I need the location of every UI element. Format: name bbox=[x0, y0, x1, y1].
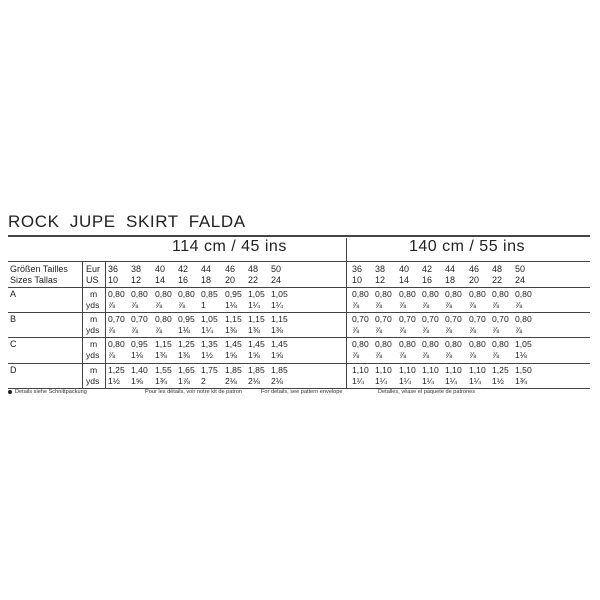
yards-cell: ⅞ bbox=[492, 325, 500, 335]
note-de: Details siehe Schnittpackung bbox=[8, 389, 87, 395]
meters-cell: 1,85 bbox=[271, 365, 288, 375]
eur-size-cell: 42 bbox=[422, 264, 433, 274]
values-column-divider bbox=[105, 261, 106, 388]
yards-cell: 1⅜ bbox=[271, 325, 283, 335]
us-size-cell: 10 bbox=[352, 275, 363, 285]
view-label: D bbox=[10, 365, 17, 375]
eur-label: Eur bbox=[86, 264, 101, 274]
yards-cell: ⅞ bbox=[469, 325, 477, 335]
us-label: US bbox=[86, 275, 99, 285]
us-size-cell: 14 bbox=[399, 275, 410, 285]
yards-cell: ⅞ bbox=[178, 300, 186, 310]
eur-size-cell: 50 bbox=[271, 264, 282, 274]
yards-cell: ⅞ bbox=[352, 300, 360, 310]
meters-cell: 1,05 bbox=[248, 289, 265, 299]
us-size-cell: 12 bbox=[131, 275, 142, 285]
view-label: A bbox=[10, 289, 17, 299]
us-size-cell: 14 bbox=[155, 275, 166, 285]
yards-cell: ⅞ bbox=[422, 325, 430, 335]
meters-cell: 1,50 bbox=[515, 365, 532, 375]
yards-cell: 1¼ bbox=[352, 376, 364, 386]
yards-cell: 1¼ bbox=[201, 325, 213, 335]
row-rule bbox=[8, 312, 590, 313]
meters-cell: 1,35 bbox=[201, 339, 218, 349]
meters-cell: 0,80 bbox=[178, 289, 195, 299]
yards-cell: ⅞ bbox=[515, 325, 523, 335]
us-size-cell: 22 bbox=[248, 275, 259, 285]
meters-cell: 0,80 bbox=[131, 289, 148, 299]
meters-cell: 0,80 bbox=[155, 289, 172, 299]
meters-cell: 1,10 bbox=[469, 365, 486, 375]
note-fr: Pour les détails, voir notre kit de patron bbox=[145, 389, 243, 395]
eur-size-cell: 48 bbox=[492, 264, 503, 274]
yards-cell: 1⅝ bbox=[271, 350, 283, 360]
meters-cell: 0,80 bbox=[352, 289, 369, 299]
row-rule bbox=[8, 363, 590, 364]
meters-cell: 1,85 bbox=[225, 365, 242, 375]
yards-cell: 1½ bbox=[201, 350, 213, 360]
yards-cell: ⅞ bbox=[515, 300, 523, 310]
yards-cell: 1¾ bbox=[155, 376, 167, 386]
yards-cell: 1½ bbox=[108, 376, 120, 386]
note-es: Detalles, véase el paquete de patrones bbox=[378, 389, 476, 395]
eur-size-cell: 44 bbox=[201, 264, 212, 274]
meters-cell: 1,65 bbox=[178, 365, 195, 375]
meters-cell: 1,15 bbox=[155, 339, 172, 349]
meters-cell: 1,25 bbox=[492, 365, 509, 375]
meters-cell: 0,70 bbox=[131, 314, 148, 324]
meters-cell: 1,55 bbox=[155, 365, 172, 375]
us-size-cell: 18 bbox=[201, 275, 212, 285]
meters-cell: 0,70 bbox=[352, 314, 369, 324]
meters-cell: 1,15 bbox=[271, 314, 288, 324]
yards-cell: 1⅜ bbox=[155, 350, 167, 360]
eur-size-cell: 40 bbox=[155, 264, 166, 274]
meters-cell: 0,70 bbox=[375, 314, 392, 324]
unit-m-label: m bbox=[90, 365, 98, 375]
chart-title: ROCK JUPE SKIRT FALDA bbox=[8, 212, 246, 231]
meters-cell: 1,15 bbox=[225, 314, 242, 324]
yards-cell: 1¼ bbox=[445, 376, 457, 386]
yards-cell: ⅞ bbox=[445, 350, 453, 360]
meters-cell: 0,80 bbox=[445, 289, 462, 299]
yards-cell: ⅞ bbox=[399, 325, 407, 335]
meters-cell: 1,15 bbox=[248, 314, 265, 324]
unit-m-label: m bbox=[90, 314, 98, 324]
meters-cell: 0,80 bbox=[108, 289, 125, 299]
meters-cell: 0,80 bbox=[375, 289, 392, 299]
yards-cell: ⅞ bbox=[445, 325, 453, 335]
meters-cell: 0,70 bbox=[422, 314, 439, 324]
meters-cell: 0,80 bbox=[469, 339, 486, 349]
meters-cell: 0,95 bbox=[131, 339, 148, 349]
meters-cell: 0,80 bbox=[422, 339, 439, 349]
us-size-cell: 16 bbox=[422, 275, 433, 285]
meters-cell: 1,10 bbox=[375, 365, 392, 375]
yards-cell: ⅞ bbox=[399, 300, 407, 310]
yards-cell: 2⅛ bbox=[248, 376, 260, 386]
eur-size-cell: 46 bbox=[225, 264, 236, 274]
meters-cell: 1,75 bbox=[201, 365, 218, 375]
meters-cell: 1,45 bbox=[271, 339, 288, 349]
meters-cell: 0,70 bbox=[492, 314, 509, 324]
us-size-cell: 20 bbox=[225, 275, 236, 285]
meters-cell: 0,70 bbox=[399, 314, 416, 324]
yards-cell: ⅞ bbox=[445, 300, 453, 310]
yards-cell: 1⅛ bbox=[178, 325, 190, 335]
yards-cell: 1⅜ bbox=[178, 350, 190, 360]
yards-cell: ⅞ bbox=[352, 350, 360, 360]
meters-cell: 0,80 bbox=[399, 289, 416, 299]
meters-cell: 1,25 bbox=[108, 365, 125, 375]
yards-cell: ⅞ bbox=[155, 325, 163, 335]
fabric-width-140-header: 140 cm / 55 ins bbox=[409, 238, 525, 255]
meters-cell: 0,70 bbox=[469, 314, 486, 324]
meters-cell: 1,05 bbox=[201, 314, 218, 324]
meters-cell: 0,80 bbox=[492, 289, 509, 299]
meters-cell: 1,25 bbox=[178, 339, 195, 349]
bullet-icon bbox=[8, 390, 12, 394]
width-divider bbox=[346, 238, 347, 388]
yards-cell: 1⅜ bbox=[248, 325, 260, 335]
row-rule bbox=[8, 337, 590, 338]
eur-size-cell: 38 bbox=[375, 264, 386, 274]
unit-yds-label: yds bbox=[86, 350, 100, 360]
meters-cell: 1,10 bbox=[352, 365, 369, 375]
meters-cell: 1,05 bbox=[271, 289, 288, 299]
yards-cell: 1¼ bbox=[399, 376, 411, 386]
us-size-cell: 24 bbox=[271, 275, 282, 285]
eur-size-cell: 44 bbox=[445, 264, 456, 274]
row-rule bbox=[8, 287, 590, 288]
unit-m-label: m bbox=[90, 289, 98, 299]
unit-m-label: m bbox=[90, 339, 98, 349]
fabric-width-114-header: 114 cm / 45 ins bbox=[172, 238, 287, 255]
yards-cell: ⅞ bbox=[131, 325, 139, 335]
yards-cell: 1⅝ bbox=[248, 350, 260, 360]
yards-cell: 1¼ bbox=[422, 376, 434, 386]
meters-cell: 1,45 bbox=[225, 339, 242, 349]
yards-cell: 1¼ bbox=[469, 376, 481, 386]
meters-cell: 0,80 bbox=[422, 289, 439, 299]
yards-cell: 1¼ bbox=[375, 376, 387, 386]
meters-cell: 0,70 bbox=[108, 314, 125, 324]
size-label-en-es: Sizes Tallas bbox=[10, 275, 58, 285]
yards-cell: ⅞ bbox=[108, 350, 116, 360]
view-label: C bbox=[10, 339, 17, 349]
meters-cell: 0,70 bbox=[445, 314, 462, 324]
header-rule bbox=[8, 261, 590, 262]
eur-size-cell: 38 bbox=[131, 264, 142, 274]
meters-cell: 0,80 bbox=[469, 289, 486, 299]
yards-cell: ⅞ bbox=[399, 350, 407, 360]
meters-cell: 1,85 bbox=[248, 365, 265, 375]
meters-cell: 0,80 bbox=[492, 339, 509, 349]
meters-cell: 0,85 bbox=[201, 289, 218, 299]
meters-cell: 0,80 bbox=[445, 339, 462, 349]
yards-cell: 1¼ bbox=[271, 300, 283, 310]
meters-cell: 0,80 bbox=[399, 339, 416, 349]
yards-cell: ⅞ bbox=[108, 325, 116, 335]
note-en: For details, see pattern envelope bbox=[261, 389, 343, 395]
unit-yds-label: yds bbox=[86, 300, 100, 310]
yards-cell: 1⅛ bbox=[225, 300, 237, 310]
yards-cell: ⅞ bbox=[375, 300, 383, 310]
meters-cell: 1,05 bbox=[515, 339, 532, 349]
yards-cell: 1⅝ bbox=[225, 350, 237, 360]
yards-cell: ⅞ bbox=[155, 300, 163, 310]
us-size-cell: 10 bbox=[108, 275, 119, 285]
yards-cell: ⅞ bbox=[375, 325, 383, 335]
unit-column-divider bbox=[82, 261, 83, 388]
yards-cell: 2 bbox=[201, 376, 206, 386]
meters-cell: 1,10 bbox=[422, 365, 439, 375]
yards-cell: ⅞ bbox=[108, 300, 116, 310]
us-size-cell: 16 bbox=[178, 275, 189, 285]
yards-cell: 1½ bbox=[492, 376, 504, 386]
meters-cell: 1,10 bbox=[399, 365, 416, 375]
us-size-cell: 18 bbox=[445, 275, 456, 285]
yards-cell: ⅞ bbox=[375, 350, 383, 360]
meters-cell: 0,80 bbox=[155, 314, 172, 324]
meters-cell: 0,80 bbox=[375, 339, 392, 349]
yards-cell: ⅞ bbox=[469, 350, 477, 360]
meters-cell: 1,10 bbox=[445, 365, 462, 375]
eur-size-cell: 46 bbox=[469, 264, 480, 274]
meters-cell: 0,95 bbox=[178, 314, 195, 324]
us-size-cell: 22 bbox=[492, 275, 503, 285]
size-label-de-fr: Größen Tailles bbox=[10, 264, 68, 274]
eur-size-cell: 36 bbox=[352, 264, 363, 274]
us-size-cell: 12 bbox=[375, 275, 386, 285]
us-size-cell: 24 bbox=[515, 275, 526, 285]
yards-cell: ⅞ bbox=[422, 350, 430, 360]
yards-cell: 1⅛ bbox=[515, 350, 527, 360]
yards-cell: 1⅛ bbox=[131, 350, 143, 360]
unit-yds-label: yds bbox=[86, 325, 100, 335]
eur-size-cell: 50 bbox=[515, 264, 526, 274]
meters-cell: 1,45 bbox=[248, 339, 265, 349]
eur-size-cell: 40 bbox=[399, 264, 410, 274]
yards-cell: ⅞ bbox=[422, 300, 430, 310]
view-label: B bbox=[10, 314, 17, 324]
yards-cell: 2⅛ bbox=[271, 376, 283, 386]
yards-cell: 1⅝ bbox=[131, 376, 143, 386]
meters-cell: 0,80 bbox=[515, 289, 532, 299]
yards-cell: ⅞ bbox=[492, 300, 500, 310]
yards-cell: ⅞ bbox=[131, 300, 139, 310]
yards-cell: 1¼ bbox=[248, 300, 260, 310]
eur-size-cell: 42 bbox=[178, 264, 189, 274]
meters-cell: 0,95 bbox=[225, 289, 242, 299]
title-rule bbox=[8, 235, 590, 237]
yards-cell: 1 bbox=[201, 300, 206, 310]
us-size-cell: 20 bbox=[469, 275, 480, 285]
eur-size-cell: 48 bbox=[248, 264, 259, 274]
meters-cell: 0,80 bbox=[515, 314, 532, 324]
yards-cell: ⅞ bbox=[469, 300, 477, 310]
meters-cell: 0,80 bbox=[108, 339, 125, 349]
yards-cell: 1⅞ bbox=[178, 376, 190, 386]
yards-cell: ⅞ bbox=[352, 325, 360, 335]
eur-size-cell: 36 bbox=[108, 264, 119, 274]
yards-cell: ⅞ bbox=[492, 350, 500, 360]
yards-cell: 1⅜ bbox=[225, 325, 237, 335]
unit-yds-label: yds bbox=[86, 376, 100, 386]
meters-cell: 0,80 bbox=[352, 339, 369, 349]
yards-cell: 1¾ bbox=[515, 376, 527, 386]
yards-cell: 2⅛ bbox=[225, 376, 237, 386]
meters-cell: 1,40 bbox=[131, 365, 148, 375]
